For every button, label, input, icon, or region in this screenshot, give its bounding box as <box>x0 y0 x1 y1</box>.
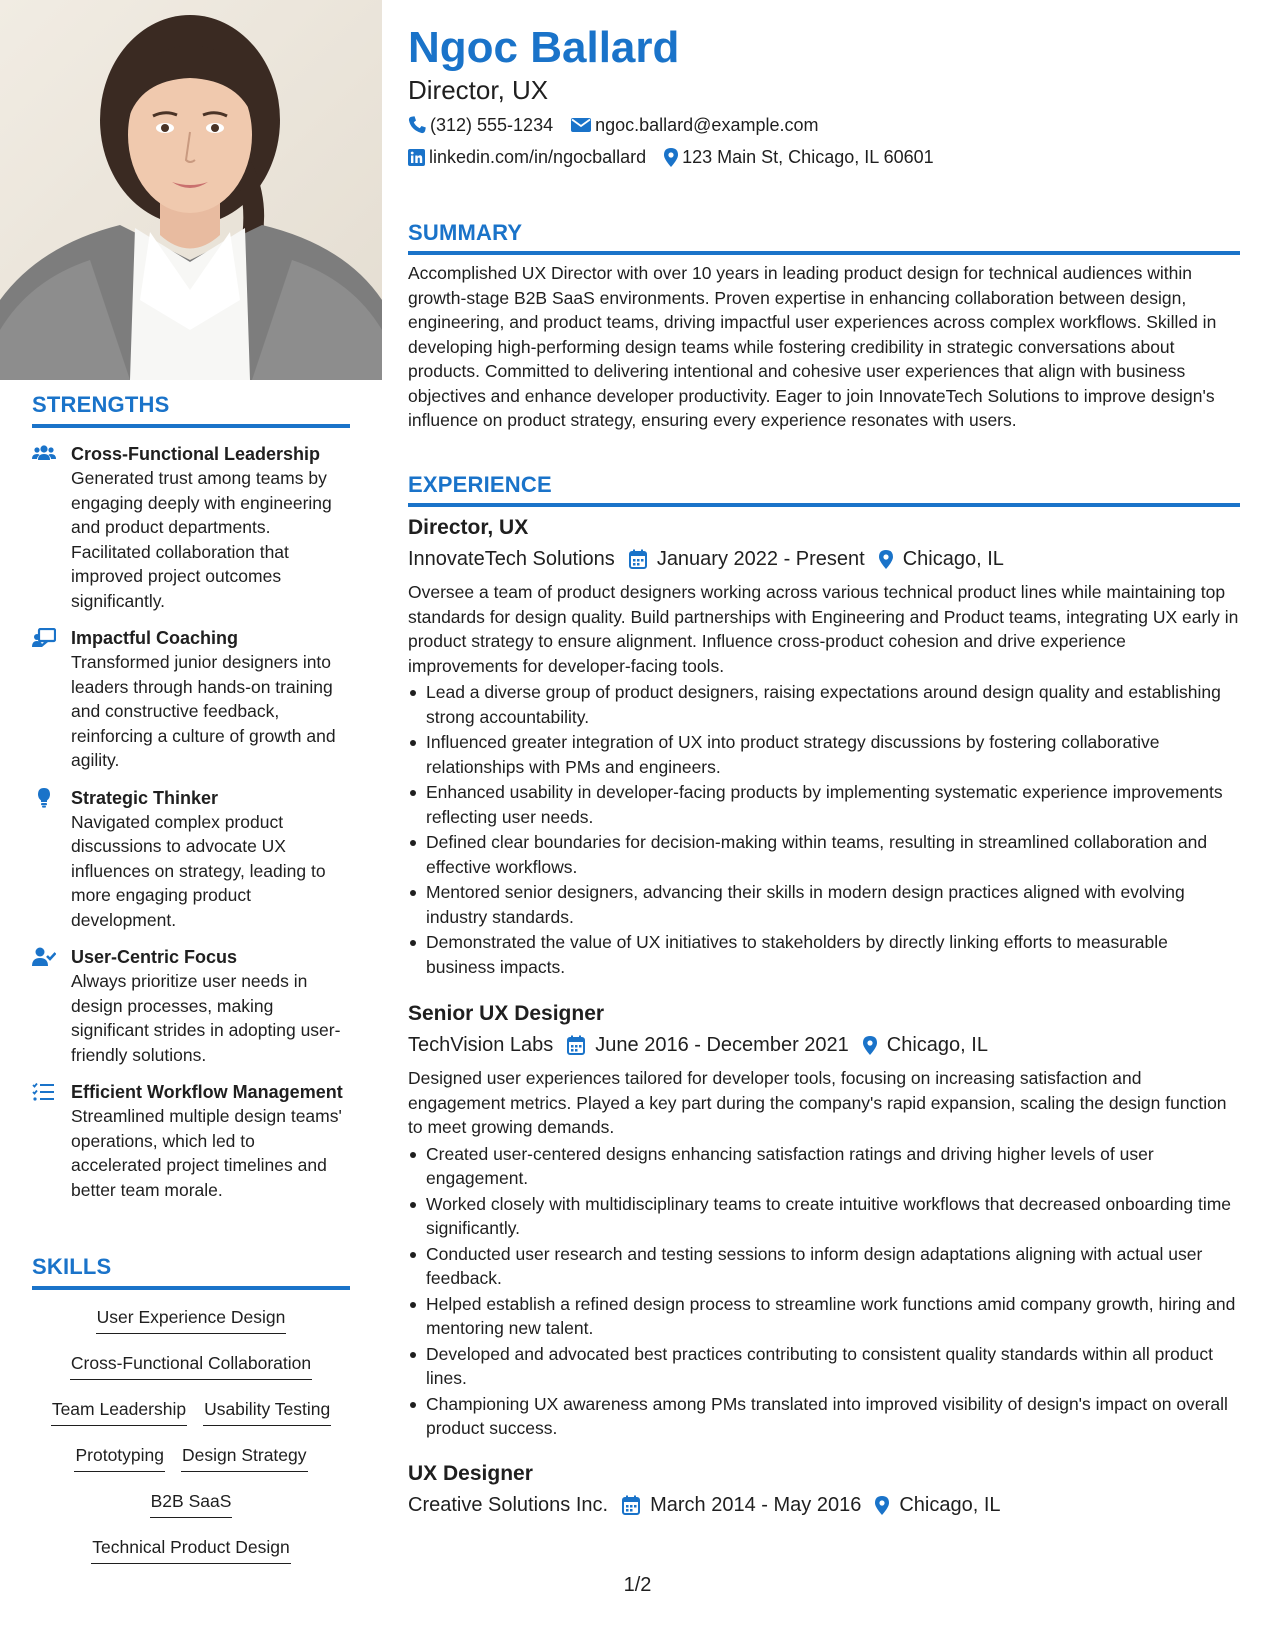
job-location <box>875 1490 1000 1520</box>
strength-title: Impactful Coaching <box>71 628 239 648</box>
profile-photo <box>0 0 382 380</box>
bullet-item: Enhanced usability in developer-facing products by implementing systematic experience improvements reflecting user needs. <box>408 780 1240 829</box>
skill-tag: B2B SaaS <box>150 1486 233 1518</box>
email-text: ngoc.ballard@example.com <box>595 115 819 135</box>
email-icon <box>571 117 591 133</box>
skill-tag: Technical Product Design <box>91 1532 290 1564</box>
calendar-icon <box>567 1035 585 1055</box>
summary-heading: SUMMARY <box>408 220 1240 255</box>
strength-desc: Navigated complex product discussions to advocate UX influences on strategy, leading to more engaging product development. <box>71 811 326 930</box>
phone-text: (312) 555-1234 <box>430 115 554 135</box>
linkedin-icon <box>408 149 425 166</box>
skills-list <box>32 1302 350 1578</box>
job-entry <box>408 1460 1240 1520</box>
bullet-item: Created user-centered designs enhancing satisfaction ratings and driving higher levels of user engagement. <box>408 1142 1240 1191</box>
job-dates-text: March 2014 - May 2016 <box>650 1494 862 1516</box>
bullet-item: Championing UX awareness among PMs translated into improved visibility of design's impact on overall product success. <box>408 1392 1240 1441</box>
job-entry <box>408 1000 1240 1442</box>
job-company: Creative Solutions Inc. <box>408 1494 609 1516</box>
job-location-text: Chicago, IL <box>899 1494 1001 1516</box>
strength-desc: Transformed junior designers into leaders through hands-on training and constructive feedback, reinforcing a culture of growth and agility. <box>71 652 336 770</box>
lightbulb-icon <box>32 788 56 808</box>
strengths-heading: STRENGTHS <box>32 392 350 428</box>
coaching-icon <box>32 628 56 648</box>
job-company: TechVision Labs <box>408 1034 554 1056</box>
page-number: 1/2 <box>623 1574 652 1596</box>
linkedin-contact[interactable] <box>408 144 646 170</box>
address-text: 123 Main St, Chicago, IL 60601 <box>682 147 934 167</box>
job-description: Designed user experiences tailored for developer tools, focusing on increasing satisfaction and engagement metrics. Played a key part during the company's rapid expansion, scaling the design function to meet growing demands. <box>408 1068 1227 1137</box>
calendar-icon <box>622 1495 640 1515</box>
experience-heading: EXPERIENCE <box>408 472 1240 507</box>
linkedin-text: linkedin.com/in/ngocballard <box>429 147 647 167</box>
skill-tag: Prototyping <box>74 1440 165 1472</box>
strength-item <box>32 626 350 773</box>
strength-title: Cross-Functional Leadership <box>71 444 321 464</box>
strength-title: Strategic Thinker <box>71 787 219 808</box>
email-contact[interactable] <box>571 112 818 138</box>
experience-section <box>408 472 1240 507</box>
bullet-item: Helped establish a refined design process to streamline work functions amid company growth, hiring and mentoring new talent. <box>408 1292 1240 1341</box>
job-bullets <box>408 1142 1240 1441</box>
strength-item <box>32 945 350 1067</box>
users-icon <box>32 444 56 464</box>
strength-title: User-Centric Focus <box>71 947 238 967</box>
job-dates <box>622 1490 861 1520</box>
job-bullets <box>408 680 1240 979</box>
list-check-icon <box>32 1082 56 1102</box>
job-entry <box>408 514 1240 980</box>
job-title: UX Designer <box>408 1462 533 1485</box>
bullet-item: Lead a diverse group of product designers, raising expectations around design quality and establishing strong accountability. <box>408 680 1240 729</box>
portrait-image <box>0 0 382 380</box>
skills-section <box>32 1254 350 1578</box>
skill-tag: User Experience Design <box>96 1302 287 1334</box>
job-description: Oversee a team of product designers working across various technical product lines while maintaining top standards for design quality. Build partnerships with Engineering and Product teams, integrating UX early in product strategy to ensure alignment. Influence cross-product cohesion and drive experience improvements for developer-facing tools. <box>408 582 1239 676</box>
job-location <box>863 1030 988 1060</box>
strength-item <box>32 1080 350 1202</box>
contact-row-2 <box>408 144 952 170</box>
bullet-item: Mentored senior designers, advancing their skills in modern design practices aligned with evolving industry standards. <box>408 880 1240 929</box>
location-pin-icon <box>879 550 893 569</box>
job-location <box>879 544 1004 574</box>
strength-item <box>32 786 350 933</box>
job-location-text: Chicago, IL <box>902 548 1004 570</box>
bullet-item: Worked closely with multidisciplinary teams to create intuitive workflows that decreased onboarding time significantly. <box>408 1192 1240 1241</box>
location-pin-icon <box>863 1036 877 1055</box>
job-title: Senior UX Designer <box>408 1002 605 1025</box>
user-check-icon <box>32 947 56 967</box>
strengths-section <box>32 392 350 1215</box>
job-location-text: Chicago, IL <box>886 1034 988 1056</box>
candidate-role: Director, UX <box>408 75 549 105</box>
phone-icon <box>408 116 426 134</box>
job-meta <box>408 1030 1240 1060</box>
summary-section <box>408 220 1240 433</box>
job-meta <box>408 544 1240 574</box>
strength-desc: Always prioritize user needs in design processes, making significant strides in adopting user-friendly solutions. <box>71 971 341 1065</box>
address-contact <box>664 144 934 170</box>
job-dates-text: January 2022 - Present <box>656 548 865 570</box>
calendar-icon <box>629 549 647 569</box>
job-dates-text: June 2016 - December 2021 <box>595 1034 849 1056</box>
strength-desc: Generated trust among teams by engaging deeply with engineering and product departments. Facilitated collaboration that improved project outcomes significantly. <box>71 468 332 611</box>
candidate-name: Ngoc Ballard <box>408 23 680 72</box>
bullet-item: Demonstrated the value of UX initiatives to stakeholders by directly linking efforts to measurable business impacts. <box>408 930 1240 979</box>
phone-contact[interactable] <box>408 112 553 138</box>
job-dates <box>567 1030 849 1060</box>
location-pin-icon <box>664 148 678 167</box>
bullet-item: Influenced greater integration of UX into product strategy discussions by fostering collaborative relationships with PMs and engineers. <box>408 730 1240 779</box>
strength-desc: Streamlined multiple design teams' operations, which led to accelerated project timelines and better team morale. <box>71 1106 342 1200</box>
job-title: Director, UX <box>408 516 529 539</box>
sidebar <box>0 0 382 1650</box>
bullet-item: Defined clear boundaries for decision-making within teams, resulting in streamlined collaboration and effective workflows. <box>408 830 1240 879</box>
skill-tag: Cross-Functional Collaboration <box>70 1348 312 1380</box>
strengths-list <box>32 442 350 1202</box>
bullet-item: Developed and advocated best practices contributing to consistent quality standards within all product lines. <box>408 1342 1240 1391</box>
bullet-item: Conducted user research and testing sessions to inform design adaptations aligning with actual user feedback. <box>408 1242 1240 1291</box>
contact-row-1 <box>408 112 836 138</box>
location-pin-icon <box>875 1496 889 1515</box>
skill-tag: Team Leadership <box>51 1394 187 1426</box>
job-company: InnovateTech Solutions <box>408 548 615 570</box>
summary-text: Accomplished UX Director with over 10 years in leading product design for technical audiences within growth-stage B2B SaaS environments. Proven expertise in enhancing collaboration between design, engineering, and product teams, driving impactful user experiences across complex workflows. Skilled in developing high-performing design teams while fostering credibility in strategic conversations about products. Committed to delivering intentional and cohesive user experiences that align with business objectives and enhance developer productivity. Eager to join InnovateTech Solutions to improve design's influence on product strategy, ensuring every experience resonates with users. <box>408 263 1217 430</box>
job-dates <box>629 544 865 574</box>
strength-title: Efficient Workflow Management <box>71 1082 343 1102</box>
skill-tag: Usability Testing <box>203 1394 331 1426</box>
skills-heading: SKILLS <box>32 1254 350 1290</box>
skill-tag: Design Strategy <box>181 1440 308 1472</box>
strength-item <box>32 442 350 613</box>
job-meta <box>408 1490 1240 1520</box>
